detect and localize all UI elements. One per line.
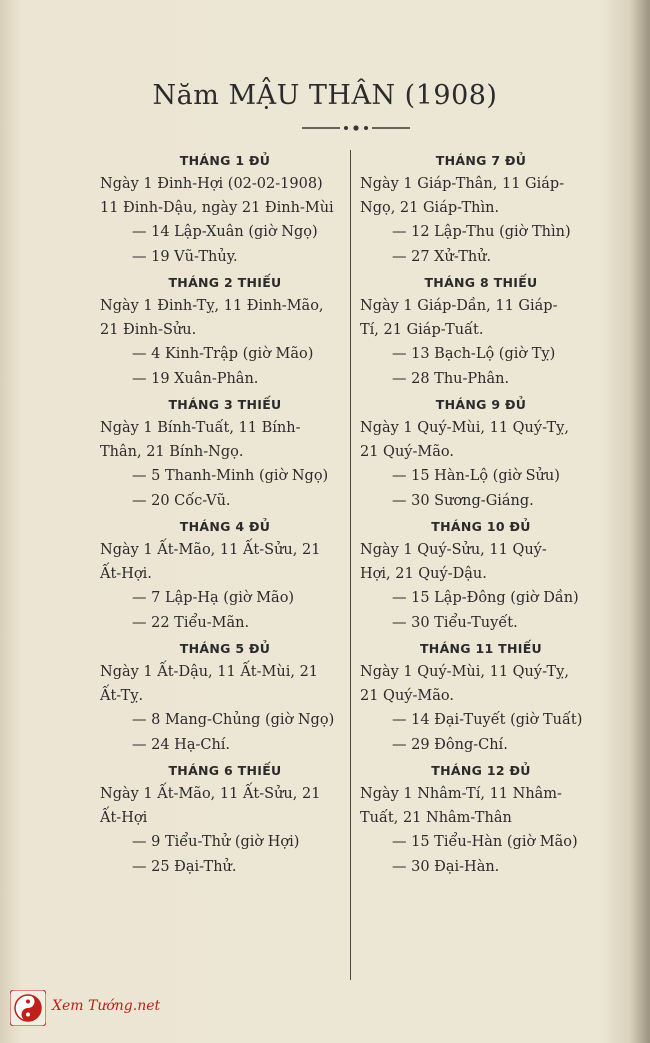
- month-block: [100, 394, 350, 514]
- month-heading: THÁNG 12 ĐỦ: [431, 763, 531, 778]
- day-line: Thân, 21 Bính-Ngọ.: [100, 444, 244, 460]
- day-line: Ngày 1 Ất-Dậu, 11 Ất-Mùi, 21: [100, 664, 319, 680]
- solar-term: — 15 Tiểu-Hàn (giờ Mão): [392, 834, 578, 850]
- solar-term: — 5 Thanh-Minh (giờ Ngọ): [132, 468, 329, 484]
- day-line: Ngày 1 Quý-Mùi, 11 Quý-Tỵ,: [360, 420, 569, 436]
- month-heading: THÁNG 6 THIẾU: [168, 763, 282, 778]
- solar-term: — 22 Tiểu-Mãn.: [132, 615, 250, 631]
- month-heading: THÁNG 11 THIẾU: [419, 641, 542, 656]
- solar-term: — 15 Hàn-Lộ (giờ Sửu): [392, 468, 560, 484]
- solar-term: — 12 Lập-Thu (giờ Thìn): [392, 224, 571, 240]
- solar-term: — 19 Xuân-Phân.: [132, 371, 259, 387]
- solar-term: — 24 Hạ-Chí.: [132, 737, 231, 753]
- month-heading: THÁNG 2 THIẾU: [168, 275, 282, 290]
- month-heading: THÁNG 9 ĐỦ: [435, 397, 527, 412]
- day-line: Ngày 1 Đinh-Tỵ, 11 Đinh-Mão,: [100, 298, 324, 314]
- watermark-text: Xem Tướng.net: [52, 998, 161, 1014]
- solar-term: — 8 Mang-Chủng (giờ Ngọ): [132, 712, 335, 728]
- month-heading: THÁNG 1 ĐỦ: [179, 153, 271, 168]
- month-heading: THÁNG 7 ĐỦ: [435, 153, 527, 168]
- day-line: Ngày 1 Bính-Tuất, 11 Bính-: [100, 420, 301, 436]
- day-line: Ất-Hợi: [100, 810, 148, 826]
- column-divider: [350, 150, 351, 980]
- month-block: [100, 272, 350, 392]
- day-line: Ngày 1 Ất-Mão, 11 Ất-Sửu, 21: [100, 542, 321, 558]
- solar-term: — 30 Đại-Hàn.: [392, 859, 500, 875]
- month-block: [360, 394, 602, 514]
- day-line: 11 Đinh-Dậu, ngày 21 Đinh-Mùi: [100, 200, 334, 216]
- month-block: [360, 760, 602, 880]
- day-line: Ất-Hợi.: [100, 566, 152, 582]
- day-line: Hợi, 21 Quý-Dậu.: [360, 566, 487, 582]
- site-watermark: [6, 988, 176, 1028]
- month-block: [360, 272, 602, 392]
- solar-term: — 30 Tiểu-Tuyết.: [392, 615, 518, 631]
- day-line: Ngày 1 Giáp-Dần, 11 Giáp-: [360, 298, 558, 314]
- solar-term: — 4 Kinh-Trập (giờ Mão): [132, 346, 314, 362]
- month-heading: THÁNG 4 ĐỦ: [179, 519, 271, 534]
- solar-term: — 13 Bạch-Lộ (giờ Tỵ): [392, 346, 556, 362]
- month-block: [360, 150, 602, 270]
- solar-term: — 25 Đại-Thử.: [132, 859, 237, 875]
- solar-term: — 7 Lập-Hạ (giờ Mão): [132, 590, 295, 606]
- month-block: [100, 760, 350, 880]
- month-block: [100, 516, 350, 636]
- month-block: [100, 638, 350, 758]
- solar-term: — 29 Đông-Chí.: [392, 737, 508, 753]
- day-line: 21 Quý-Mão.: [360, 688, 454, 704]
- day-line: 21 Đinh-Sửu.: [100, 322, 197, 338]
- day-line: Ngày 1 Nhâm-Tí, 11 Nhâm-: [360, 786, 562, 802]
- solar-term: — 14 Đại-Tuyết (giờ Tuất): [392, 712, 583, 728]
- bleed-through-text: [240, 40, 560, 62]
- day-line: Ất-Tỵ.: [100, 688, 144, 704]
- solar-term: — 30 Sương-Giáng.: [392, 493, 534, 509]
- day-line: Ngày 1 Quý-Mùi, 11 Quý-Tỵ,: [360, 664, 569, 680]
- right-column: [360, 150, 602, 882]
- month-heading: THÁNG 5 ĐỦ: [179, 641, 271, 656]
- page-title: Năm MẬU THÂN (1908): [152, 80, 498, 111]
- day-line: Ngày 1 Ất-Mão, 11 Ất-Sửu, 21: [100, 786, 321, 802]
- solar-term: — 14 Lập-Xuân (giờ Ngọ): [132, 224, 318, 240]
- solar-term: — 15 Lập-Đông (giờ Dần): [392, 590, 579, 606]
- day-line: Ngày 1 Đinh-Hợi (02-02-1908): [100, 176, 323, 192]
- month-heading: THÁNG 8 THIẾU: [424, 275, 538, 290]
- day-line: Ngày 1 Giáp-Thân, 11 Giáp-: [360, 176, 565, 192]
- solar-term: — 9 Tiểu-Thử (giờ Hợi): [132, 834, 300, 850]
- day-line: Ngày 1 Quý-Sửu, 11 Quý-: [360, 542, 547, 558]
- day-line: Tí, 21 Giáp-Tuất.: [360, 322, 484, 338]
- month-heading: THÁNG 3 THIẾU: [168, 397, 282, 412]
- month-heading: THÁNG 10 ĐỦ: [431, 519, 531, 534]
- solar-term: — 28 Thu-Phân.: [392, 371, 510, 387]
- day-line: Ngọ, 21 Giáp-Thìn.: [360, 200, 500, 216]
- solar-term: — 20 Cốc-Vũ.: [132, 493, 231, 509]
- solar-term: — 27 Xử-Thử.: [392, 249, 492, 265]
- day-line: 21 Quý-Mão.: [360, 444, 454, 460]
- month-block: [360, 516, 602, 636]
- yin-yang-icon: [10, 990, 46, 1026]
- month-block: [100, 150, 350, 270]
- day-line: Tuất, 21 Nhâm-Thân: [360, 810, 512, 826]
- ornament-rule: [300, 122, 412, 134]
- left-column: [100, 150, 350, 882]
- month-block: [360, 638, 602, 758]
- solar-term: — 19 Vũ-Thủy.: [132, 249, 238, 265]
